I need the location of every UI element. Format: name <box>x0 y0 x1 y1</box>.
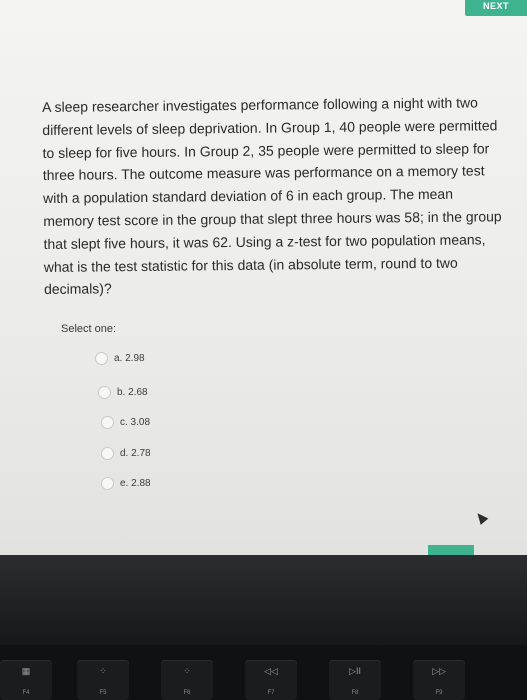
rewind-icon: ◁◁ <box>264 666 278 676</box>
fast-forward-icon: ▷▷ <box>432 666 446 676</box>
question-line: A sleep researcher investigates performance following a night with two <box>42 94 478 115</box>
green-bar <box>428 545 474 555</box>
answer-label-d: d. 2.78 <box>120 448 151 459</box>
question-line: decimals)? <box>43 280 112 298</box>
question-line: what is the test statistic for this data (in absolute term, round to two <box>43 254 458 275</box>
select-one-label: Select one: <box>61 323 117 335</box>
key-label-f5: F5 <box>99 690 107 696</box>
answer-label-c: c. 3.08 <box>120 417 151 428</box>
keyboard-backlight-down-icon: ⁘ <box>99 666 107 676</box>
key-f7[interactable] <box>245 660 297 700</box>
question-line: three hours. The outcome measure was performance on a memory test <box>42 162 485 184</box>
question-line: with a population standard deviation of 6 in each group. The mean <box>42 185 454 207</box>
key-label-f7: F7 <box>267 690 275 696</box>
question-text <box>42 91 514 301</box>
key-f6[interactable] <box>161 660 213 700</box>
question-line: memory test score in the group that slept three hours was 58; in the group <box>43 208 502 229</box>
keyboard-backlight-up-icon: ⁘ <box>183 666 191 676</box>
radio-button-c[interactable] <box>101 416 114 429</box>
radio-button-d[interactable] <box>101 447 114 460</box>
answer-option-c[interactable] <box>101 416 150 429</box>
radio-button-e[interactable] <box>101 477 114 490</box>
radio-button-b[interactable] <box>98 386 111 399</box>
mouse-pointer-icon <box>474 510 489 525</box>
key-f8[interactable] <box>329 660 381 700</box>
launchpad-icon: ▦ <box>21 666 31 676</box>
key-label-f8: F8 <box>351 690 359 696</box>
answer-option-b[interactable] <box>98 386 148 399</box>
key-label-f6: F6 <box>183 690 191 696</box>
question-line: to sleep for five hours. In Group 2, 35 people were permitted to sleep for <box>42 139 490 161</box>
key-label-f9: F9 <box>435 690 443 696</box>
laptop-bezel <box>0 555 527 645</box>
key-f9[interactable] <box>413 660 465 700</box>
answer-option-e[interactable] <box>101 477 151 490</box>
answer-label-e: e. 2.88 <box>120 478 151 489</box>
key-label-f4: F4 <box>22 690 30 696</box>
play-pause-icon: ▷II <box>349 666 361 676</box>
answer-label-a: a. 2.98 <box>114 353 145 364</box>
key-f4[interactable] <box>0 660 52 700</box>
next-page-button[interactable]: NEXT <box>465 0 527 16</box>
answer-option-d[interactable] <box>101 447 151 460</box>
answer-label-b: b. 2.68 <box>117 387 148 398</box>
question-line: that slept five hours, it was 62. Using a z-test for two population means, <box>43 231 486 252</box>
question-line: different levels of sleep deprivation. In Group 1, 40 people were permitted <box>42 117 498 138</box>
answer-option-a[interactable] <box>95 352 145 365</box>
key-f5[interactable] <box>77 660 129 700</box>
radio-button-a[interactable] <box>95 352 108 365</box>
